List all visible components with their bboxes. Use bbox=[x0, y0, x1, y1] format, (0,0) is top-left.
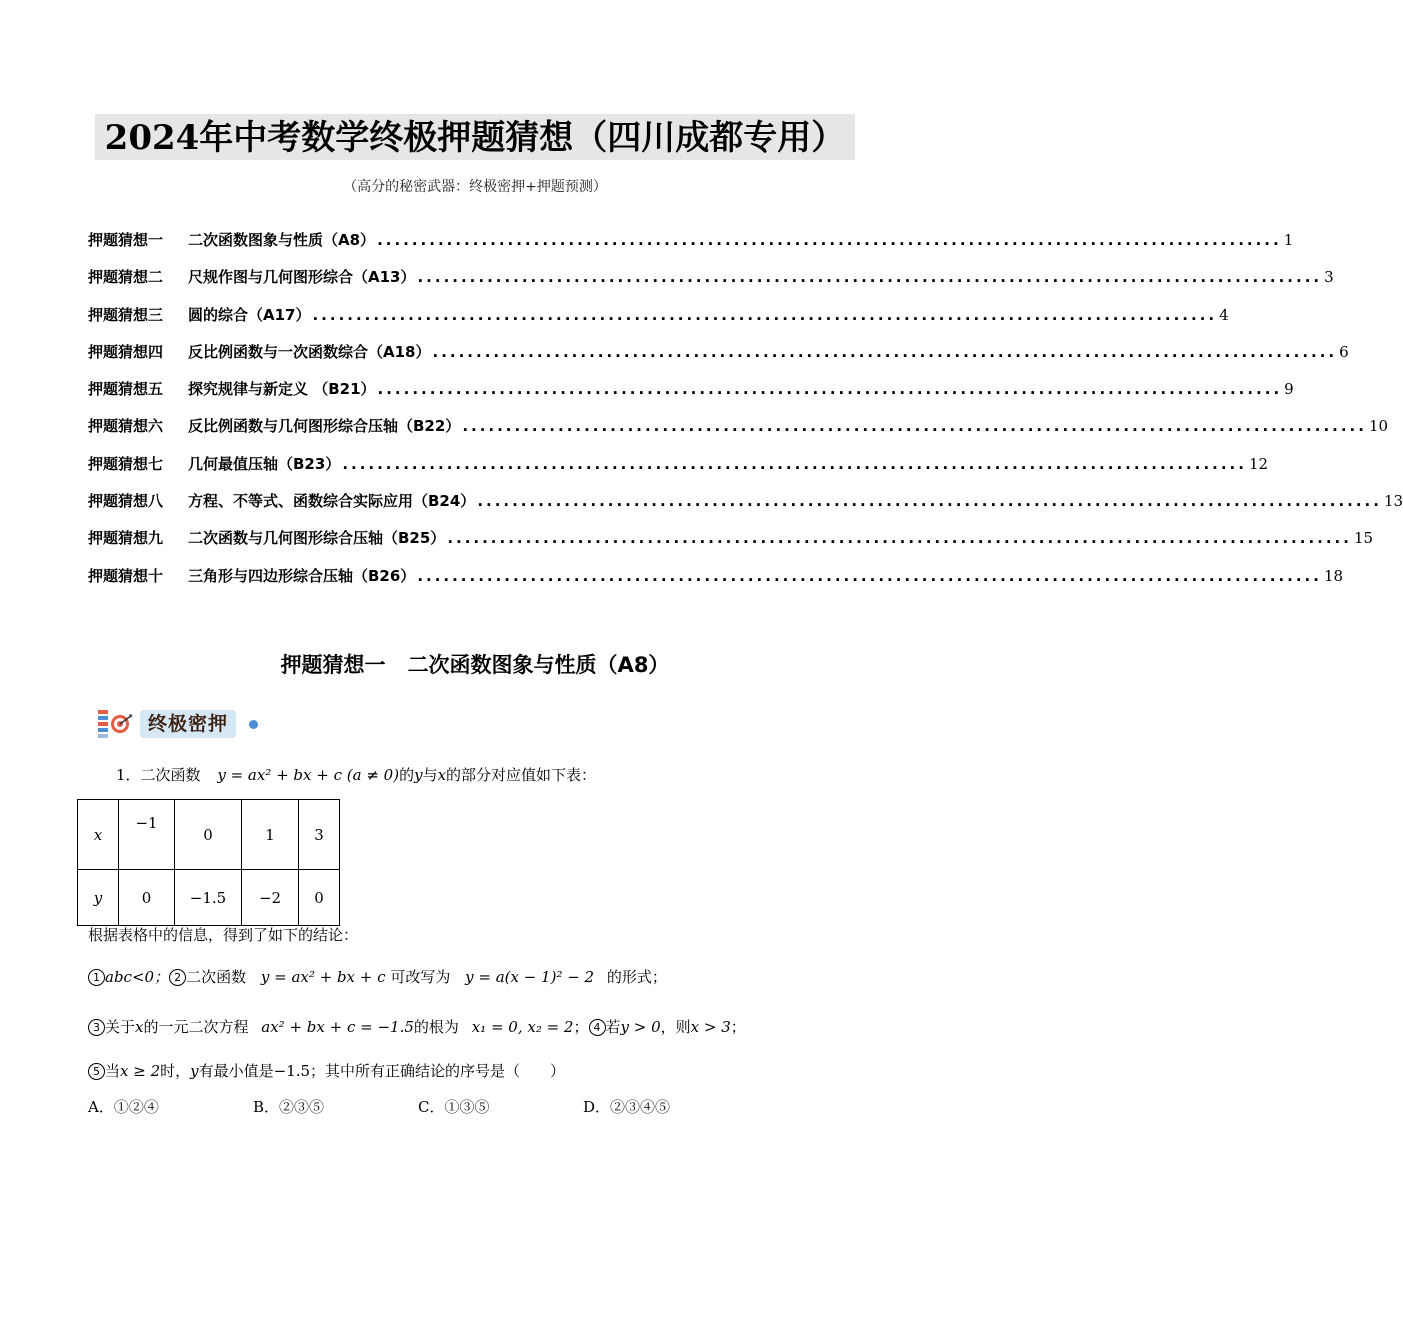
toc-number: 押题猜想四 bbox=[88, 342, 164, 361]
statement-text: 有最小值是−1.5；其中所有正确结论的序号是（ ） bbox=[198, 1062, 566, 1080]
intro-text: 的部分对应值如下表： bbox=[446, 766, 597, 784]
table-cell: 1 bbox=[242, 800, 299, 870]
row-header: y bbox=[78, 870, 119, 926]
badge-label: 终极密押 bbox=[140, 710, 236, 738]
toc-number: 押题猜想九 bbox=[88, 529, 164, 548]
toc-leader-dots: ........................................................................................................ bbox=[312, 305, 1218, 324]
variable-y: y bbox=[414, 766, 423, 784]
condition: x ≥ 2 bbox=[120, 1062, 161, 1080]
toc-entry[interactable] bbox=[88, 490, 1403, 527]
circled-number: 2 bbox=[169, 969, 186, 986]
question-intro bbox=[116, 764, 596, 785]
toc-title: 二次函数与几何图形综合压轴（B25） bbox=[188, 529, 446, 548]
toc-entry[interactable] bbox=[88, 453, 1269, 490]
table-cell: 0 bbox=[299, 870, 340, 926]
toc-page-number: 3 bbox=[1324, 268, 1334, 287]
table-cell: 3 bbox=[299, 800, 340, 870]
toc-page-number: 10 bbox=[1368, 417, 1389, 436]
variable-x: x bbox=[135, 1018, 144, 1036]
variable-y: y bbox=[190, 1062, 199, 1080]
option-value: ②③④⑤ bbox=[610, 1098, 671, 1116]
toc-number: 押题猜想二 bbox=[88, 268, 164, 287]
toc-page-number: 15 bbox=[1353, 529, 1374, 548]
circled-number: 5 bbox=[88, 1063, 105, 1080]
title-wrap bbox=[0, 114, 950, 160]
toc-entry[interactable] bbox=[88, 527, 1374, 564]
value-table bbox=[77, 799, 340, 926]
statement-text: ； bbox=[573, 1018, 589, 1036]
quadratic-formula: y = ax² + bx + c (a ≠ 0) bbox=[217, 766, 400, 784]
toc-number: 押题猜想五 bbox=[88, 380, 164, 399]
statement-text: ，则 bbox=[660, 1018, 691, 1036]
intro-text: 的 bbox=[399, 766, 415, 784]
section-heading bbox=[0, 649, 950, 679]
toc-leader-dots: ........................................................................................................ bbox=[377, 380, 1283, 399]
toc-number: 押题猜想六 bbox=[88, 417, 164, 436]
statement-text: 的一元二次方程 bbox=[143, 1018, 249, 1036]
roots: x₁ = 0, x₂ = 2 bbox=[471, 1018, 574, 1036]
table-of-contents bbox=[88, 229, 1403, 602]
intro-text: 与 bbox=[422, 766, 438, 784]
statement-3-4 bbox=[88, 1016, 746, 1037]
condition: y > 0 bbox=[620, 1018, 661, 1036]
option-d[interactable] bbox=[583, 1096, 670, 1117]
circled-number: 3 bbox=[88, 1019, 105, 1036]
table-cell: −1.5 bbox=[175, 870, 242, 926]
statement-text: 的根为 bbox=[413, 1018, 459, 1036]
table-row bbox=[78, 800, 340, 870]
toc-page-number: 9 bbox=[1284, 380, 1294, 399]
option-label: D． bbox=[583, 1098, 611, 1116]
toc-page-number: 1 bbox=[1283, 231, 1294, 249]
toc-leader-dots: ........................................................................................................ bbox=[417, 566, 1322, 585]
toc-page-number: 6 bbox=[1339, 342, 1349, 361]
option-label: C． bbox=[418, 1098, 445, 1116]
section-badge bbox=[96, 706, 260, 742]
table-cell: 0 bbox=[119, 870, 175, 926]
answer-options bbox=[88, 1096, 788, 1118]
row-header: x bbox=[78, 800, 119, 870]
section-number: 押题猜想一 bbox=[280, 653, 386, 677]
option-label: A． bbox=[88, 1098, 114, 1116]
circled-number: 4 bbox=[589, 1019, 606, 1036]
equation: ax² + bx + c = −1.5 bbox=[261, 1018, 414, 1036]
page-subtitle: （高分的秘密武器：终极密押+押题预测） bbox=[343, 179, 607, 195]
question-number: 1．二次函数 bbox=[116, 766, 201, 784]
toc-entry[interactable] bbox=[88, 229, 1294, 266]
toc-entry[interactable] bbox=[88, 341, 1349, 378]
statement-5 bbox=[88, 1060, 565, 1081]
formula: y = ax² + bx + c bbox=[260, 968, 386, 986]
toc-title: 反比例函数与几何图形综合压轴（B22） bbox=[188, 417, 461, 436]
toc-entry[interactable] bbox=[88, 378, 1294, 415]
toc-title: 圆的综合（A17） bbox=[188, 305, 311, 324]
statement-text: ； bbox=[730, 1018, 746, 1036]
toc-entry[interactable] bbox=[88, 415, 1389, 452]
table-row bbox=[78, 870, 340, 926]
vertex-form: y = a(x − 1)² − 2 bbox=[465, 968, 595, 986]
toc-leader-dots: ........................................................................................................ bbox=[447, 529, 1352, 548]
option-value: ①②④ bbox=[113, 1098, 159, 1116]
toc-page-number: 13 bbox=[1383, 492, 1403, 511]
statement-1: abc<0； bbox=[105, 968, 170, 986]
toc-leader-dots: ........................................................................................................ bbox=[462, 417, 1367, 436]
statement-text: 可改写为 bbox=[390, 968, 451, 986]
statement-text: 关于 bbox=[105, 1018, 136, 1036]
toc-number: 押题猜想七 bbox=[88, 454, 164, 473]
table-cell: −2 bbox=[242, 870, 299, 926]
toc-entry[interactable] bbox=[88, 266, 1334, 303]
toc-number: 押题猜想八 bbox=[88, 492, 164, 511]
statement-text: 二次函数 bbox=[186, 968, 247, 986]
toc-leader-dots: ........................................................................................................ bbox=[477, 492, 1382, 511]
statement-1-2 bbox=[88, 966, 667, 987]
toc-title: 方程、不等式、函数综合实际应用（B24） bbox=[188, 492, 476, 511]
toc-page-number: 12 bbox=[1248, 454, 1269, 473]
option-a[interactable] bbox=[88, 1096, 159, 1117]
toc-entry[interactable] bbox=[88, 565, 1344, 602]
table-cell: −1 bbox=[119, 800, 175, 870]
statement-text: 时， bbox=[160, 1062, 191, 1080]
badge-dot bbox=[249, 720, 258, 729]
toc-title: 二次函数图象与性质（A8） bbox=[188, 231, 376, 249]
toc-title: 探究规律与新定义 （B21） bbox=[188, 380, 376, 399]
option-value: ①③⑤ bbox=[444, 1098, 490, 1116]
toc-page-number: 4 bbox=[1219, 305, 1229, 324]
statement-text: 若 bbox=[605, 1018, 621, 1036]
toc-leader-dots: ........................................................................................................ bbox=[377, 231, 1282, 249]
toc-leader-dots: ........................................................................................................ bbox=[342, 454, 1247, 473]
statement-text: 的形式； bbox=[606, 968, 667, 986]
target-icon bbox=[96, 706, 136, 742]
conclusion-lead: 根据表格中的信息，得到了如下的结论： bbox=[88, 926, 359, 944]
toc-leader-dots: ........................................................................................................ bbox=[417, 268, 1323, 287]
toc-number: 押题猜想十 bbox=[88, 566, 164, 585]
option-c[interactable] bbox=[418, 1096, 490, 1117]
toc-title: 反比例函数与一次函数综合（A18） bbox=[188, 342, 431, 361]
toc-title: 几何最值压轴（B23） bbox=[188, 454, 341, 473]
toc-leader-dots: ........................................................................................................ bbox=[432, 342, 1338, 361]
toc-page-number: 18 bbox=[1323, 566, 1344, 585]
option-b[interactable] bbox=[253, 1096, 324, 1117]
conclusion: x > 3 bbox=[690, 1018, 731, 1036]
option-label: B． bbox=[253, 1098, 280, 1116]
statement-text: 当 bbox=[105, 1062, 121, 1080]
toc-title: 三角形与四边形综合压轴（B26） bbox=[188, 566, 416, 585]
toc-number: 押题猜想一 bbox=[88, 231, 164, 249]
variable-x: x bbox=[437, 766, 447, 784]
option-value: ②③⑤ bbox=[279, 1098, 325, 1116]
circled-number: 1 bbox=[88, 969, 105, 986]
toc-entry[interactable] bbox=[88, 304, 1229, 341]
toc-title: 尺规作图与几何图形综合（A13） bbox=[188, 268, 416, 287]
table-cell: 0 bbox=[175, 800, 242, 870]
toc-number: 押题猜想三 bbox=[88, 305, 164, 324]
section-title: 二次函数图象与性质（A8） bbox=[407, 653, 670, 677]
page-title: 2024年中考数学终极押题猜想（四川成都专用） bbox=[95, 114, 856, 160]
